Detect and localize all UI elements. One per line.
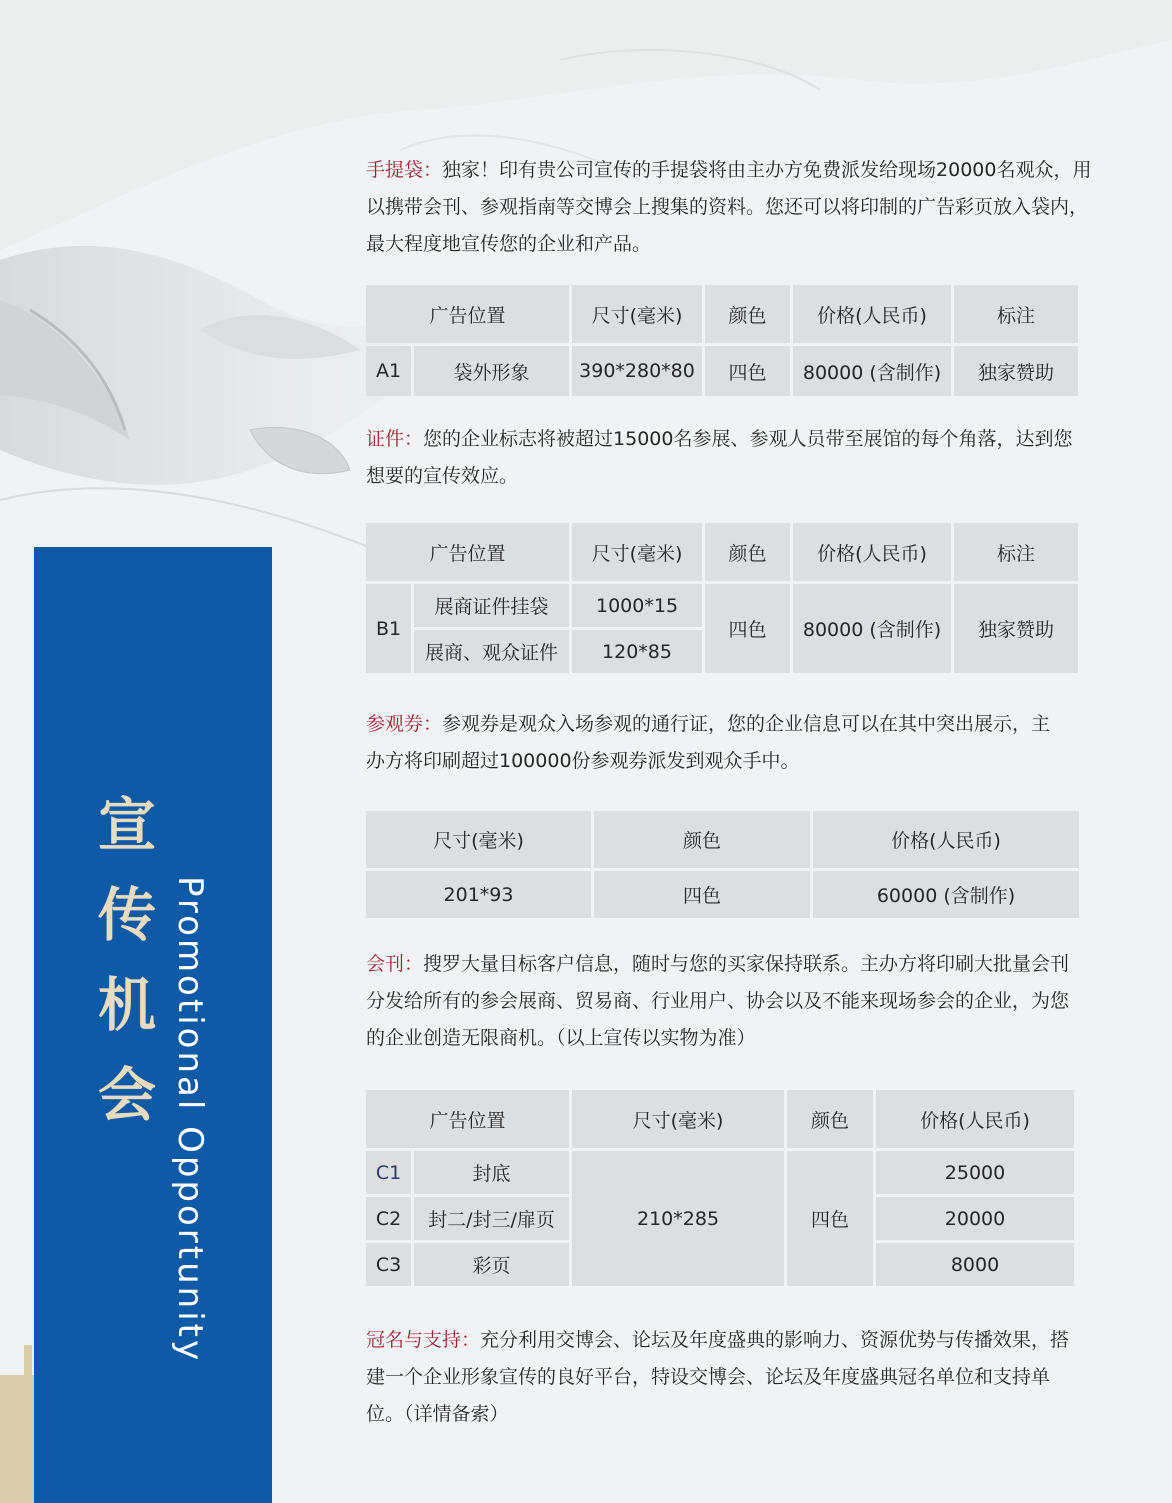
table-cell-price: 60000 (含制作) (813, 871, 1079, 918)
decorative-building-shape (0, 1335, 34, 1503)
table-cell-size: 210*285 (572, 1151, 784, 1286)
side-title-char: 传 (97, 881, 156, 949)
table-cell-note: 独家赞助 (954, 346, 1078, 396)
badge-label: 证件： (366, 428, 424, 450)
naming-text: 充分利用交博会、论坛及年度盛典的影响力、资源优势与传播效果，搭建一个企业形象宣传的良好平台，特设交博会、论坛及年度盛典冠名单位和支持单位。（详情备索） (366, 1329, 1070, 1425)
table-cell-position: 袋外形象 (414, 346, 569, 396)
table-header: 价格(人民币) (793, 523, 951, 581)
table-cell-price: 8000 (876, 1243, 1074, 1286)
table-header: 价格(人民币) (876, 1090, 1074, 1148)
table-header: 价格(人民币) (793, 285, 951, 343)
bag-description (366, 152, 1092, 263)
table-cell-code: A1 (366, 346, 411, 396)
table-cell-size: 1000*15 (572, 584, 702, 627)
side-title-char: 会 (97, 1061, 156, 1129)
naming-label: 冠名与支持： (366, 1329, 481, 1351)
table-cell-color: 四色 (594, 871, 810, 918)
table-cell-code: B1 (366, 584, 411, 673)
badge-table (363, 520, 1081, 676)
table-cell-color: 四色 (787, 1151, 873, 1286)
table-cell-position: 展商证件挂袋 (414, 584, 569, 627)
side-title-char: 宣 (97, 791, 156, 859)
table-cell-position: 彩页 (414, 1243, 569, 1286)
table-cell-color: 四色 (705, 584, 790, 673)
table-cell-position: 封底 (414, 1151, 569, 1194)
table-header: 标注 (954, 285, 1078, 343)
table-cell-code: C1 (366, 1151, 411, 1194)
badge-description (366, 421, 1082, 495)
table-header: 广告位置 (366, 285, 569, 343)
ticket-table (363, 808, 1082, 921)
table-header: 尺寸(毫米) (572, 523, 702, 581)
table-cell-code: C2 (366, 1197, 411, 1240)
catalog-table (363, 1087, 1077, 1289)
table-header: 尺寸(毫米) (572, 1090, 784, 1148)
badge-text: 您的企业标志将被超过15000名参展、参观人员带至展馆的每个角落，达到您想要的宣传效应。 (366, 428, 1073, 487)
table-cell-code: C3 (366, 1243, 411, 1286)
table-header: 颜色 (705, 523, 790, 581)
catalog-text: 搜罗大量目标客户信息，随时与您的买家保持联系。主办方将印刷大批量会刊分发给所有的参会展商、贸易商、行业用户、协会以及不能来现场参会的企业，为您的企业创造无限商机。（以上宣传以实物为准） (366, 953, 1070, 1049)
side-title-char: 机 (97, 971, 156, 1039)
catalog-label: 会刊： (366, 953, 424, 975)
table-cell-size: 120*85 (572, 630, 702, 673)
ticket-description (366, 706, 1066, 780)
side-title-chinese (92, 780, 162, 1140)
table-header: 标注 (954, 523, 1078, 581)
table-header: 颜色 (594, 811, 810, 868)
table-cell-size: 390*280*80 (572, 346, 702, 396)
bag-text: 独家！印有贵公司宣传的手提袋将由主办方免费派发给现场20000名观众，用以携带会刊、参观指南等交博会上搜集的资料。您还可以将印制的广告彩页放入袋内，最大程度地宣传您的企业和产品。 (366, 159, 1092, 255)
table-cell-price: 20000 (876, 1197, 1074, 1240)
table-cell-position: 封二/封三/扉页 (414, 1197, 569, 1240)
side-title-english: Promotional Opportunity (170, 876, 210, 1364)
table-cell-price: 80000 (含制作) (793, 346, 951, 396)
table-header: 广告位置 (366, 523, 569, 581)
table-cell-position: 展商、观众证件 (414, 630, 569, 673)
table-header: 价格(人民币) (813, 811, 1079, 868)
table-header: 颜色 (705, 285, 790, 343)
table-cell-price: 25000 (876, 1151, 1074, 1194)
bag-table (363, 282, 1081, 399)
ticket-label: 参观券： (366, 713, 443, 735)
table-cell-size: 201*93 (366, 871, 591, 918)
table-cell-price: 80000 (含制作) (793, 584, 951, 673)
table-cell-note: 独家赞助 (954, 584, 1078, 673)
table-header: 尺寸(毫米) (572, 285, 702, 343)
bag-label: 手提袋： (366, 159, 443, 181)
table-header: 颜色 (787, 1090, 873, 1148)
naming-description (366, 1322, 1082, 1433)
catalog-description (366, 946, 1082, 1057)
table-header: 尺寸(毫米) (366, 811, 591, 868)
table-header: 广告位置 (366, 1090, 569, 1148)
table-cell-color: 四色 (705, 346, 790, 396)
ticket-text: 参观券是观众入场参观的通行证，您的企业信息可以在其中突出展示，主办方将印刷超过100000份参观券派发到观众手中。 (366, 713, 1051, 772)
